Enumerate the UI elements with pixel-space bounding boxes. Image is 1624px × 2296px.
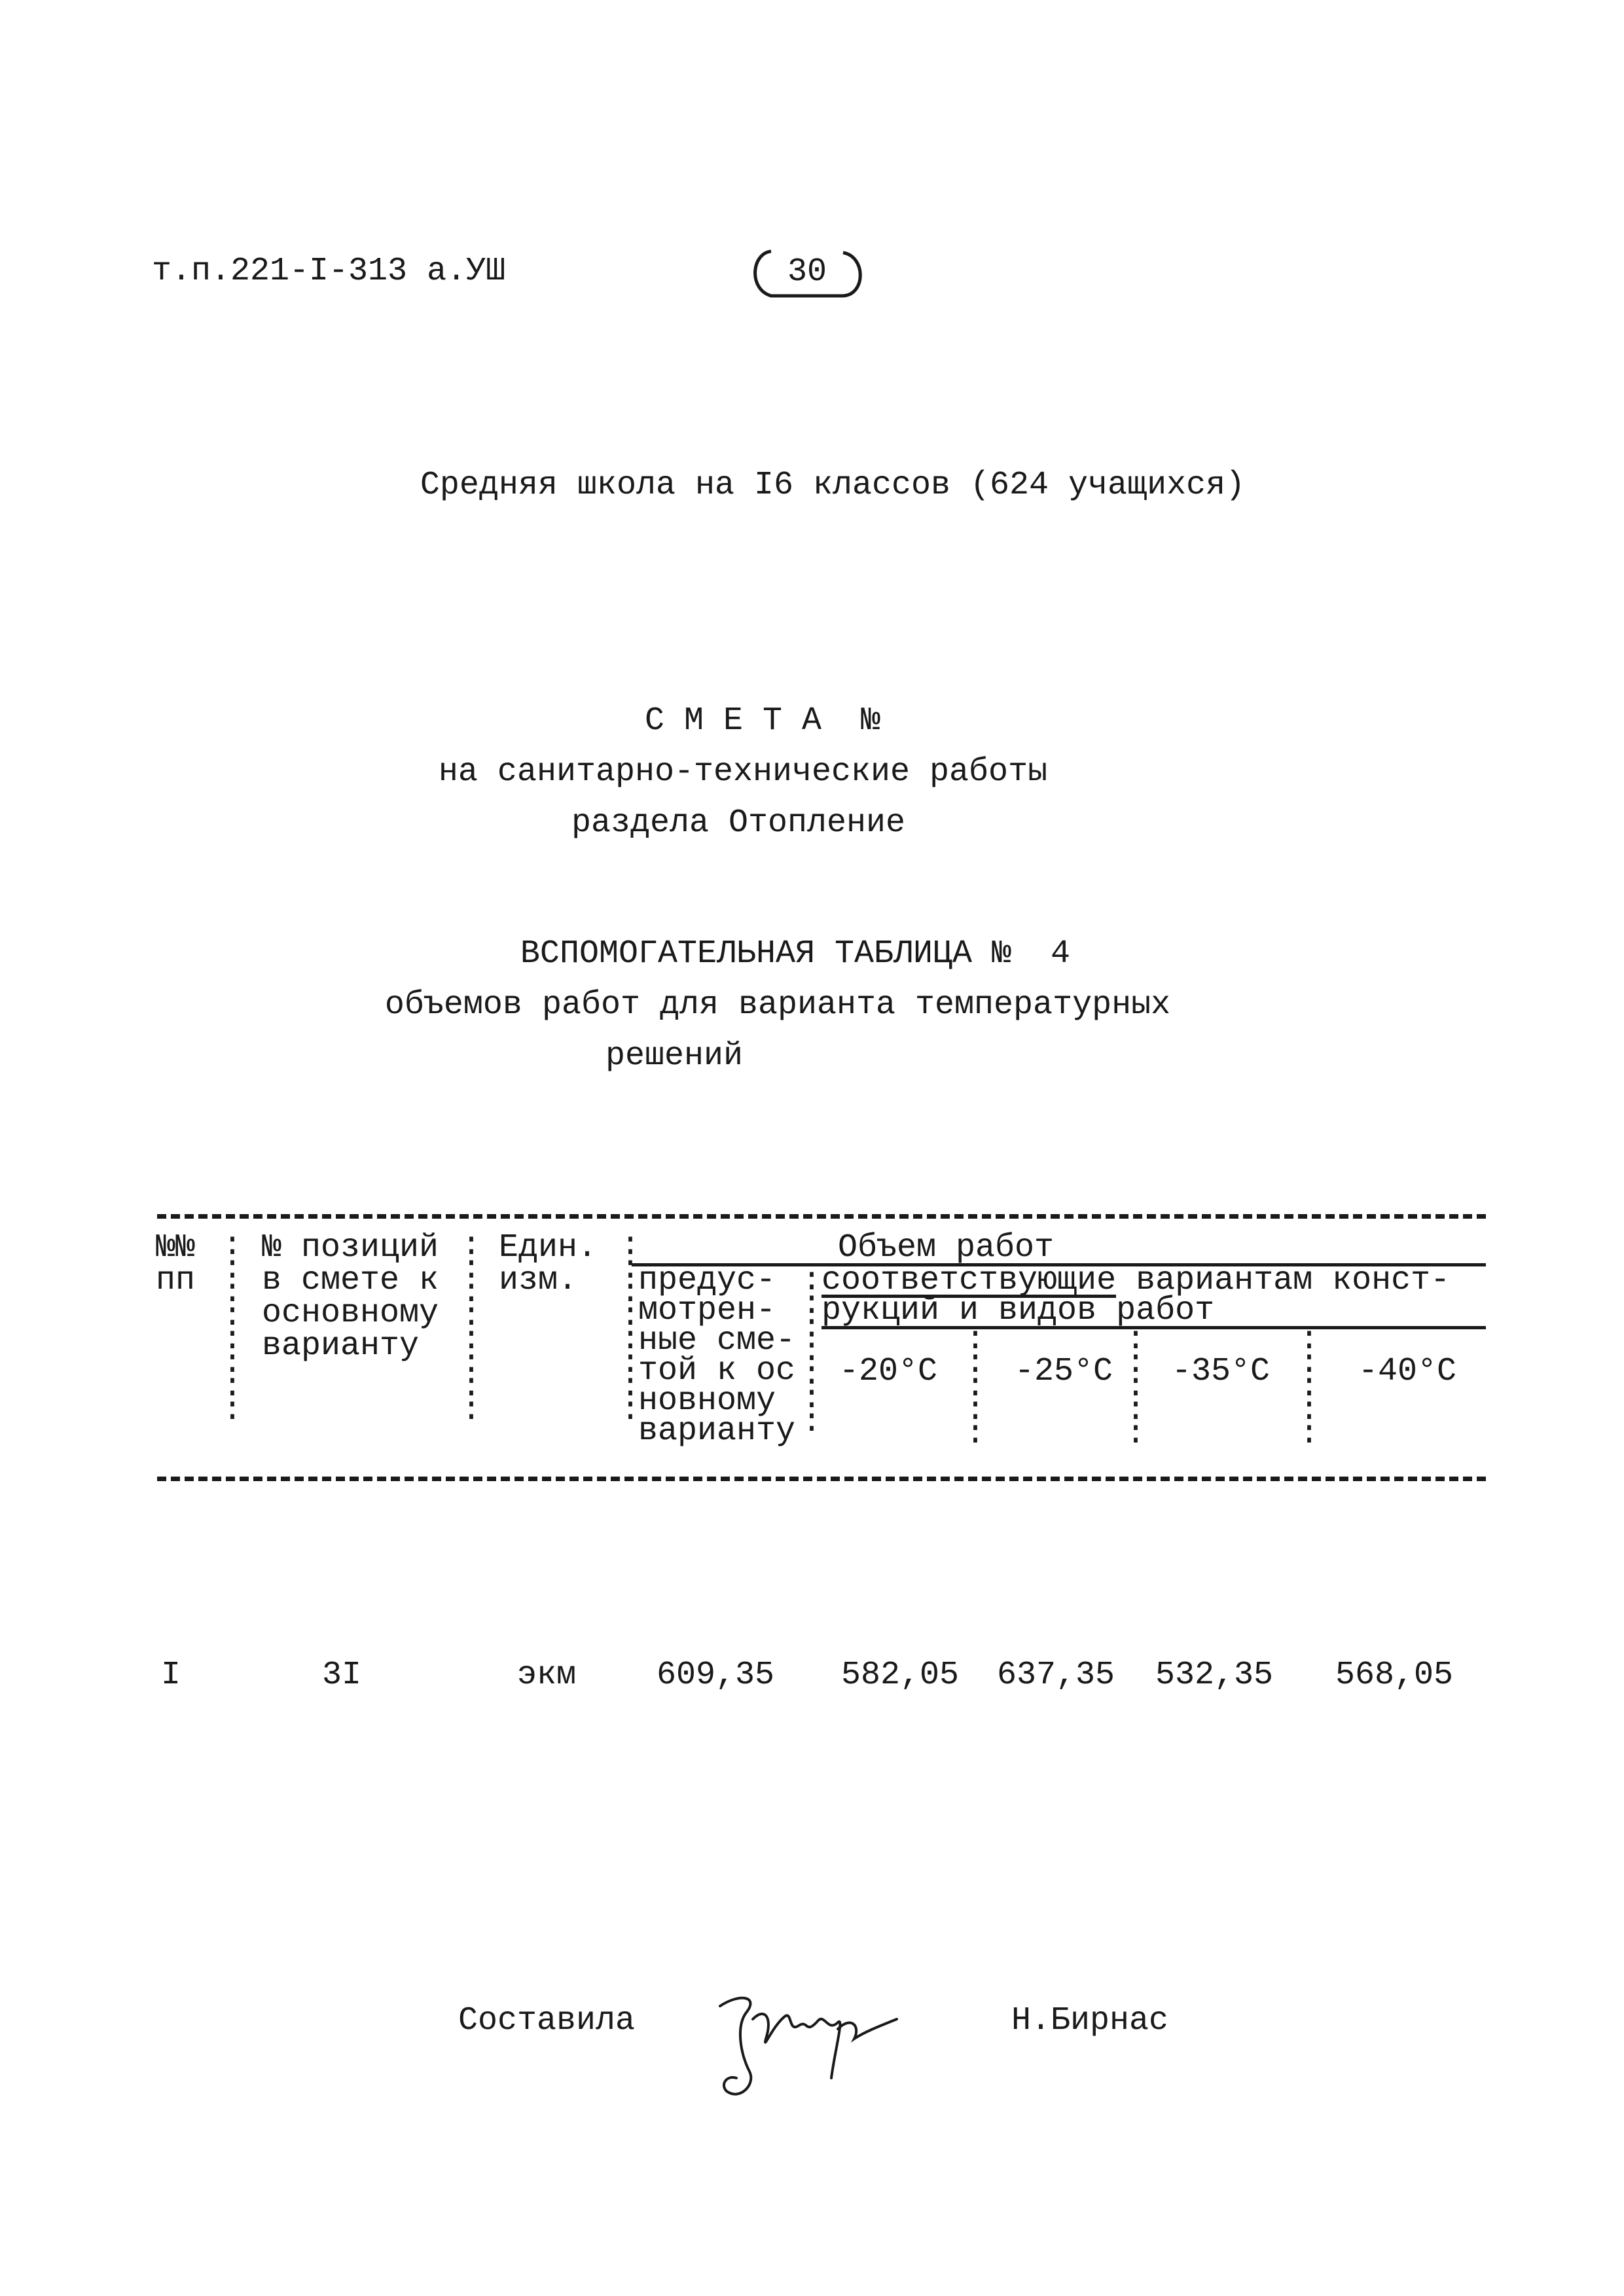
aux-table-subtitle-1: объемов работ для варианта температурных xyxy=(384,986,1171,1024)
col-base-header-2: мотрен- xyxy=(638,1292,776,1329)
col-base-header-3: ные сме- xyxy=(638,1322,796,1359)
col-num-header-2: пп xyxy=(156,1262,196,1299)
estimate-subtitle-2: раздела Отопление xyxy=(571,804,906,842)
subgroup-underline-2 xyxy=(821,1326,1486,1329)
aux-table-title: ВСПОМОГАТЕЛЬНАЯ ТАБЛИЦА № 4 xyxy=(520,935,1071,973)
cell-v35: 532,35 xyxy=(1155,1657,1274,1694)
cell-num: I xyxy=(161,1657,181,1694)
compiler-name: Н.Бирнас xyxy=(1011,2002,1169,2039)
cell-v20: 582,05 xyxy=(841,1657,960,1694)
col-separator-3: : : : : : : : : xyxy=(621,1227,641,1429)
page-number-stamp xyxy=(745,243,869,302)
col-separator-5: : : : : : xyxy=(965,1321,986,1453)
school-title: Средняя школа на I6 классов (624 учащихся) xyxy=(420,467,1246,504)
temp-header-20: -20°С xyxy=(839,1353,938,1390)
col-pos-header-4: варианту xyxy=(262,1327,420,1365)
handwritten-signature xyxy=(700,1980,916,2111)
col-separator-6: : : : : : xyxy=(1126,1321,1146,1453)
col-separator-7: : : : : : xyxy=(1299,1321,1320,1453)
estimate-subtitle-1: на санитарно-технические работы xyxy=(438,753,1048,791)
cell-pos: 3I xyxy=(322,1657,362,1694)
document-code: т.п.221-I-313 а.УШ xyxy=(152,253,506,290)
col-base-header-6: варианту xyxy=(638,1412,796,1450)
aux-table-subtitle-2: решений xyxy=(605,1037,744,1075)
col-base-header-5: новному xyxy=(638,1382,776,1420)
group-header-volume: Объем работ xyxy=(838,1229,1055,1266)
page-number: 30 xyxy=(787,253,827,291)
subgroup-underline-1 xyxy=(821,1295,1116,1298)
col-separator-2: : : : : : : : : xyxy=(461,1227,482,1429)
col-separator-1: : : : : : : : : xyxy=(223,1227,243,1429)
cell-v25: 637,35 xyxy=(997,1657,1115,1694)
temp-header-25: -25°С xyxy=(1015,1353,1113,1390)
cell-unit: экм xyxy=(517,1657,577,1694)
col-num-header-1: №№ xyxy=(156,1229,196,1266)
subgroup-header-2: рукций и видов работ xyxy=(821,1292,1215,1329)
col-pos-header-2: в смете к xyxy=(262,1262,439,1299)
cell-v40: 568,05 xyxy=(1335,1657,1454,1694)
estimate-title: С М Е Т А № xyxy=(644,702,881,740)
table-header-bottom-rule xyxy=(157,1477,1486,1481)
col-unit-header-2: изм. xyxy=(499,1262,578,1299)
col-pos-header-1: № позиций xyxy=(262,1229,439,1266)
temp-header-40: -40°С xyxy=(1358,1353,1457,1390)
temp-header-35: -35°С xyxy=(1172,1353,1271,1390)
col-base-header-4: той к ос xyxy=(638,1352,796,1390)
cell-base: 609,35 xyxy=(657,1657,775,1694)
subgroup-header-1: соответствующие вариантам конст- xyxy=(821,1262,1451,1299)
compiled-by-label: Составила xyxy=(458,2002,636,2039)
col-base-header-1: предус- xyxy=(638,1262,776,1299)
col-pos-header-3: основному xyxy=(262,1295,439,1332)
table-top-rule xyxy=(157,1214,1486,1219)
col-unit-header-1: Един. xyxy=(499,1229,598,1266)
col-separator-4: : : : : : : : xyxy=(802,1263,822,1441)
